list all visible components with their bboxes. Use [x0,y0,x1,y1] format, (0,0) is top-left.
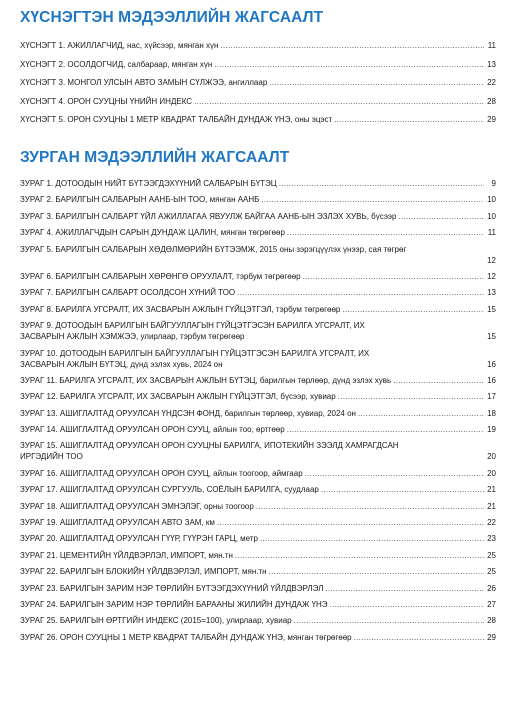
table-entry[interactable] [20,77,496,88]
entry-title-line: ЗУРАГ 5. БАРИЛГЫН САЛБАРЫН ХӨДӨЛМӨРИЙН БҮТЭЭМЖ, 2015 оны зэрэгцүүлэх үнээр, сая төгрөг [20,244,407,254]
entry-title: ЗУРАГ 17. АШИГЛАЛТАД ОРУУЛСАН СУРГУУЛЬ, СОЁЛЫН БАРИЛГА, суудлаар [20,485,319,495]
entry-title: ЗУРАГ 23. БАРИЛГЫН ЗАРИМ НЭР ТӨРЛИЙН БҮТЭЭГДЭХҮҮНИЙ ҮЙЛДВЭРЛЭЛ [20,583,324,593]
page-number: 22 [487,78,496,88]
dot-leader [287,227,484,238]
entry-title: ЗУРАГ 2. БАРИЛГЫН САЛБАРЫН ААНБ-ЫН ТОО, мянган ААНБ [20,195,260,205]
entry-title: ЗУРАГ 12. БАРИЛГА УГСРАЛТ, ИХ ЗАСВАРЫН АЖЛЫН ГҮЙЦЭТГЭЛ, бүсээр, хувиар [20,392,336,402]
figure-entry[interactable] [20,348,496,370]
dot-leader [354,632,484,643]
entry-title: ЗУРАГ 16. АШИГЛАЛТАД ОРУУЛСАН ОРОН СУУЦ, айлын тоогоор, аймгаар [20,468,303,478]
dot-leader [305,468,484,479]
entry-title: ЗУРАГ 1. ДОТООДЫН НИЙТ БҮТЭЭГДЭХҮҮНИЙ САЛБАРЫН БҮТЭЦ [20,179,277,188]
dot-leader [338,391,484,402]
entry-title-line: ИРГЭДИЙН ТОО [20,452,83,462]
tables-list [20,40,496,133]
page-number: 13 [487,59,496,69]
page-number: 15 [487,304,496,314]
dot-leader [342,304,484,315]
dot-leader [325,583,484,594]
entry-title: ХҮСНЭГТ 2. ОСОЛДОГЧИД, салбараар, мянган хүн [20,59,213,69]
dot-leader [334,114,484,125]
figure-entry[interactable] [20,517,496,528]
entry-title: ЗУРАГ 22. БАРИЛГЫН БЛОКИЙН ҮЙЛДВЭРЛЭЛ, ИМПОРТ, мян.тн [20,567,267,577]
page-number: 20 [487,452,496,462]
page-number: 12 [487,255,496,265]
table-entry[interactable] [20,114,496,125]
figure-entry[interactable] [20,632,496,643]
dot-leader [321,484,484,495]
page-number: 18 [487,408,496,418]
figure-entry[interactable] [20,320,496,342]
dot-leader [287,424,484,435]
dot-leader [393,375,484,386]
table-entry[interactable] [20,96,496,107]
dot-leader [214,59,484,70]
entry-title-line: ЗУРАГ 9. ДОТООДЫН БАРИЛГЫН БАЙГУУЛЛАГЫН ГҮЙЦЭТГЭСЭН БАРИЛГА УГСРАЛТ, ИХ [20,321,365,331]
entry-title: ЗУРАГ 25. БАРИЛГЫН ӨРТГИЙН ИНДЕКС (2015=100), улирлаар, хувиар [20,616,292,626]
page-number: 29 [487,115,496,125]
page-number: 10 [487,211,496,221]
dot-leader [260,533,484,544]
figure-entry[interactable] [20,468,496,479]
dot-leader [194,96,484,107]
entry-title: ХҮСНЭГТ 1. АЖИЛЛАГЧИД, нас, хүйсээр, мянган хүн [20,41,219,50]
entry-title: ЗУРАГ 19. АШИГЛАЛТАД ОРУУЛСАН АВТО ЗАМ, км [20,518,215,528]
dot-leader [358,408,484,419]
page-number: 11 [487,41,496,50]
figure-entry[interactable] [20,599,496,610]
page-number: 29 [487,632,496,642]
entry-title: ЗУРАГ 14. АШИГЛАЛТАД ОРУУЛСАН ОРОН СУУЦ, айлын тоо, өртгөөр [20,425,285,435]
page-number: 22 [487,518,496,528]
entry-title: ЗУРАГ 4. АЖИЛЛАГЧДЫН САРЫН ДУНДАЖ ЦАЛИН, мянган төгрөгөөр [20,228,285,238]
figure-entry[interactable] [20,615,496,626]
figure-entry[interactable] [20,287,496,298]
figure-entry[interactable] [20,566,496,577]
figure-entry[interactable] [20,304,496,315]
figure-entry[interactable] [20,271,496,282]
figure-entry[interactable] [20,424,496,435]
page-number: 28 [487,96,496,106]
figure-entry[interactable] [20,391,496,402]
dot-leader [269,566,484,577]
figure-entry[interactable] [20,408,496,419]
table-entry[interactable] [20,40,496,51]
figures-list-heading: ЗУРГАН МЭДЭЭЛЛИЙН ЖАГСААЛТ [20,149,290,166]
dot-leader [220,40,484,51]
page-number: 21 [487,501,496,511]
entry-title: ЗУРАГ 6. БАРИЛГЫН САЛБАРЫН ХӨРӨНГӨ ОРУУЛАЛТ, тэрбум төгрөгөөр [20,271,301,281]
figure-entry[interactable] [20,440,496,462]
page-number: 27 [487,599,496,609]
page-number: 25 [487,567,496,577]
entry-title: ЗУРАГ 13. АШИГЛАЛТАД ОРУУЛСАН ҮНДСЭН ФОНД, барилгын төрлөөр, хувиар, 2024 он [20,408,356,418]
entry-title-line: ЗАСВАРЫН АЖЛЫН ХЭМЖЭЭ, улирлаар, тэрбум төгрөгөөр [20,332,245,342]
dot-leader [235,550,484,561]
dot-leader [303,271,484,282]
entry-title-line: ЗАСВАРЫН АЖЛЫН БҮТЭЦ, дүнд эзлэх хувь, 2024 он [20,359,223,369]
dot-leader [269,77,484,88]
figure-entry[interactable] [20,501,496,512]
table-entry[interactable] [20,59,496,70]
page-number: 16 [487,359,496,369]
entry-title: ЗУРАГ 7. БАРИЛГЫН САЛБАРТ ОСОЛДСОН ХҮНИЙ ТОО [20,288,236,298]
page-number: 12 [487,271,496,281]
dot-leader [398,211,484,222]
figure-entry[interactable] [20,583,496,594]
entry-title-line [20,255,496,266]
figure-entry[interactable] [20,211,496,222]
page-number: 16 [487,375,496,385]
page-number: 17 [487,392,496,402]
figure-entry[interactable] [20,194,496,205]
figure-entry[interactable] [20,178,496,189]
entry-title: ЗУРАГ 11. БАРИЛГА УГСРАЛТ, ИХ ЗАСВАРЫН АЖЛЫН БҮТЭЦ, барилгын төрлөөр, дүнд эзлэх хувь [20,375,392,385]
figure-entry[interactable] [20,533,496,544]
entry-title: ЗУРАГ 21. ЦЕМЕНТИЙН ҮЙЛДВЭРЛЭЛ, ИМПОРТ, мян.тн [20,550,233,560]
page-number: 10 [487,195,496,205]
entry-title: ЗУРАГ 26. ОРОН СУУЦНЫ 1 МЕТР КВАДРАТ ТАЛБАЙН ДУНДАЖ ҮНЭ, мянган төгрөгөөр [20,632,352,642]
tables-list-heading: ХҮСНЭГТЭН МЭДЭЭЛЛИЙН ЖАГСААЛТ [20,9,324,26]
page-number: 20 [487,468,496,478]
page-number: 23 [487,534,496,544]
figure-entry[interactable] [20,227,496,238]
entry-title: ХҮСНЭГТ 3. МОНГОЛ УЛСЫН АВТО ЗАМЫН СҮЛЖЭЭ, ангиллаар [20,78,268,88]
entry-title: ХҮСНЭГТ 5. ОРОН СУУЦНЫ 1 МЕТР КВАДРАТ ТАЛБАЙН ДУНДАЖ ҮНЭ, оны эцэст [20,115,333,125]
figure-entry[interactable] [20,550,496,561]
entry-title-line: ЗУРАГ 15. АШИГЛАЛТАД ОРУУЛСАН ОРОН СУУЦНЫ БАРИЛГА, ИПОТЕКИЙН ЗЭЭЛД ХАМРАГДСАН [20,441,399,451]
page-number: 21 [487,485,496,495]
figures-list [20,178,496,648]
entry-title: ЗУРАГ 3. БАРИЛГЫН САЛБАРТ ҮЙЛ АЖИЛЛАГАА ЯВУУЛЖ БАЙГАА ААНБ-ЫН ЭЗЛЭХ ХУВЬ, бүсээр [20,211,397,221]
page-number: 26 [487,583,496,593]
dot-leader [279,178,484,189]
figure-entry[interactable] [20,375,496,386]
page-number: 19 [487,425,496,435]
entry-title: ХҮСНЭГТ 4. ОРОН СУУЦНЫ ҮНИЙН ИНДЕКС [20,96,193,106]
entry-title: ЗУРАГ 24. БАРИЛГЫН ЗАРИМ НЭР ТӨРЛИЙН БАРААНЫ ЖИЛИЙН ДУНДАЖ ҮНЭ [20,599,328,609]
page-number: 28 [487,616,496,626]
page-number: 15 [487,332,496,342]
dot-leader [294,615,484,626]
dot-leader [217,517,484,528]
entry-title: ЗУРАГ 18. АШИГЛАЛТАД ОРУУЛСАН ЭМНЭЛЭГ, орны тоогоор [20,501,254,511]
dot-leader [330,599,484,610]
dot-leader [256,501,484,512]
page-number: 11 [487,228,496,238]
figure-entry[interactable] [20,244,496,266]
entry-title: ЗУРАГ 20. АШИГЛАЛТАД ОРУУЛСАН ГҮҮР, ГҮҮРЭН ГАРЦ, метр [20,534,258,544]
figure-entry[interactable] [20,484,496,495]
dot-leader [237,287,484,298]
dot-leader [261,194,484,205]
page-number: 13 [487,288,496,298]
page-number: 9 [491,179,496,188]
page-number: 25 [487,550,496,560]
entry-title-line: ЗУРАГ 10. ДОТООДЫН БАРИЛГЫН БАЙГУУЛЛАГЫН ГҮЙЦЭТГЭСЭН БАРИЛГА УГСРАЛТ, ИХ [20,348,370,358]
entry-title: ЗУРАГ 8. БАРИЛГА УГСРАЛТ, ИХ ЗАСВАРЫН АЖЛЫН ГҮЙЦЭТГЭЛ, тэрбум төгрөгөөр [20,304,341,314]
